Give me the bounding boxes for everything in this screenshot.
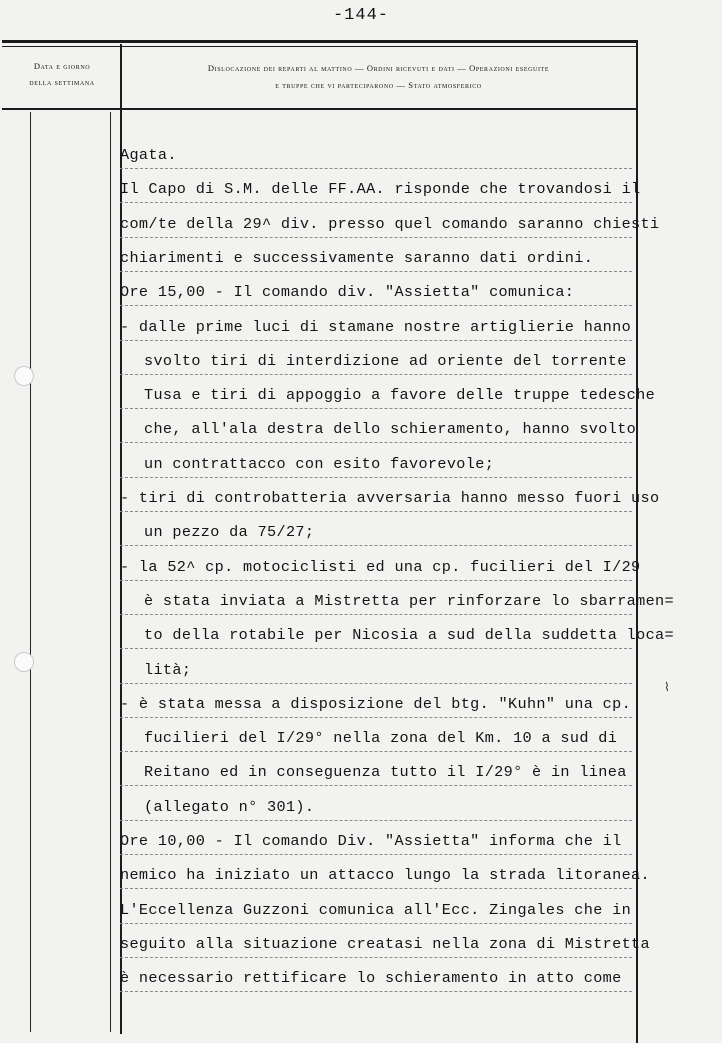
body-line: fucilieri del I/29° nella zona del Km. 10 a sud di	[144, 729, 618, 748]
ruled-line	[120, 168, 632, 169]
body-line: un pezzo da 75/27;	[144, 523, 315, 542]
body-line: Reitano ed in conseguenza tutto il I/29° è in linea	[144, 763, 627, 782]
ruled-line	[120, 271, 632, 272]
body-line: to della rotabile per Nicosia a sud della suddetta loca=	[144, 626, 674, 645]
body-line: chiarimenti e successivamente saranno dati ordini.	[120, 248, 594, 267]
date-column-line-right	[110, 112, 111, 1032]
ruled-line	[120, 683, 632, 684]
ruled-line	[120, 374, 632, 375]
date-header-line2: della settimana	[29, 77, 95, 87]
binder-hole-top	[14, 366, 34, 386]
header-rule	[2, 108, 636, 110]
ruled-line	[120, 340, 632, 341]
body-line: è stata inviata a Mistretta per rinforzare lo sbarramen=	[144, 591, 674, 610]
body-line: Ore 15,00 - Il comando div. "Assietta" comunica:	[120, 283, 575, 302]
body-line: L'Eccellenza Guzzoni comunica all'Ecc. Zingales che in	[120, 900, 632, 919]
ruled-line	[120, 614, 632, 615]
body-line: com/te della 29^ div. presso quel comando saranno chiesti	[120, 214, 660, 233]
ruled-line	[120, 237, 632, 238]
ruled-line	[120, 305, 632, 306]
body-line: (allegato n° 301).	[144, 797, 315, 816]
body-line: seguito alla situazione creatasi nella zona di Mistretta	[120, 934, 650, 953]
ruled-line	[120, 923, 632, 924]
body-line: svolto tiri di interdizione ad oriente del torrente	[144, 351, 627, 370]
body-line: - dalle prime luci di stamane nostre artiglierie hanno	[120, 317, 632, 336]
ruled-line	[120, 511, 632, 512]
binder-hole-bottom	[14, 652, 34, 672]
body-line: Il Capo di S.M. delle FF.AA. risponde che trovandosi il	[120, 180, 641, 199]
margin-mark: ⌇	[664, 680, 670, 694]
body-line: è necessario rettificare lo schieramento in atto come	[120, 969, 622, 988]
ruled-line	[120, 785, 632, 786]
body-line: Agata.	[120, 146, 177, 164]
date-header-line1: Data e giorno	[33, 61, 91, 71]
page-number: -144-	[332, 6, 389, 25]
body-line: che, all'ala destra dello schieramento, hanno svolto	[144, 420, 637, 439]
body-line: Ore 10,00 - Il comando Div. "Assietta" informa che il	[120, 832, 622, 850]
body-line: un contrattacco con esito favorevole;	[144, 454, 495, 473]
ruled-line	[120, 854, 632, 855]
ruled-line	[120, 957, 632, 958]
ruled-line	[120, 202, 632, 203]
body-line: - è stata messa a disposizione del btg. "Kuhn" una cp.	[120, 694, 632, 713]
ruled-line	[120, 477, 632, 478]
ruled-line	[120, 991, 632, 992]
body-line: lità;	[144, 660, 192, 679]
ruled-line	[120, 580, 632, 581]
date-column-header	[6, 58, 118, 90]
date-column-line-left	[30, 112, 31, 1032]
ruled-line	[120, 717, 632, 718]
ruled-line	[120, 888, 632, 889]
ruled-line	[120, 408, 632, 409]
body-line: nemico ha iniziato un attacco lungo la strada litoranea.	[120, 866, 650, 885]
ruled-line	[120, 751, 632, 752]
body-line: - tiri di controbatteria avversaria hanno messo fuori uso	[120, 489, 660, 507]
content-header-line1: Dislocazione dei reparti al mattino — Ordini ricevuti e dati — Operazioni eseguite	[207, 63, 550, 73]
content-header-line2: e truppe che vi parteciparono — Stato atmosferico	[275, 80, 482, 90]
ruled-line	[120, 545, 632, 546]
ruled-line	[120, 648, 632, 649]
content-column-header	[126, 60, 631, 94]
ruled-line	[120, 442, 632, 443]
ruled-line	[120, 820, 632, 821]
body-line: - la 52^ cp. motociclisti ed una cp. fucilieri del I/29	[120, 557, 641, 576]
body-line: Tusa e tiri di appoggio a favore delle truppe tedesche	[144, 386, 656, 405]
